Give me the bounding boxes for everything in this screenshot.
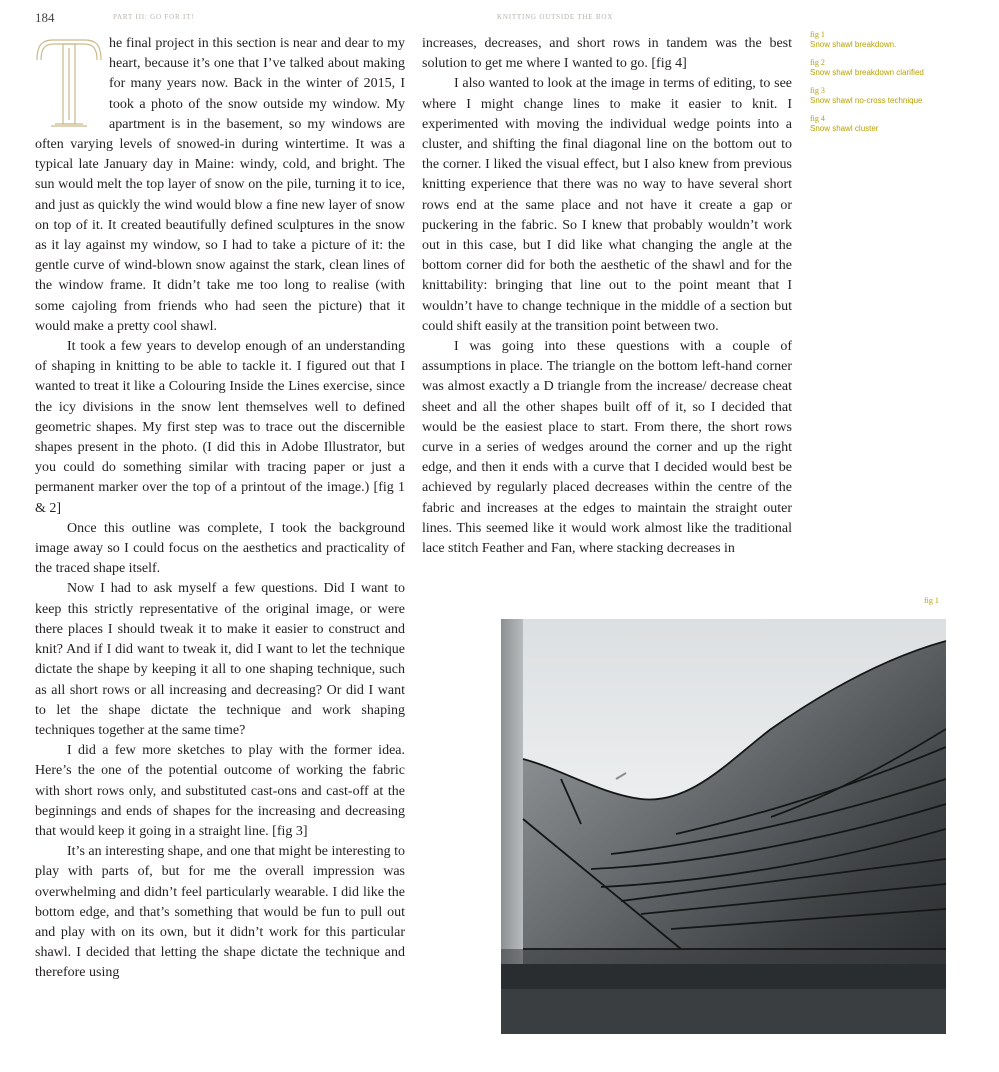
- part-label: PART III: GO FOR IT!: [113, 13, 195, 21]
- drop-cap-text: T: [69, 119, 70, 120]
- figure-caption-text: Snow shawl breakdown.: [810, 40, 897, 49]
- snow-photo-image-icon: [501, 619, 946, 1034]
- figure-caption-list: [810, 30, 990, 142]
- paragraph-8: I also wanted to look at the image in terms of editing, to see where I might change lines to make it easier to knit. I experimented with moving the individual wedge points into a cluster, and shifting the final diagonal line on the bottom out to the corner. I liked the visual effect, but I also knew from previous knitting experience that there was no way to have several short rows end at the same place and not have it create a gap or puckering in the fabric. So I knew that probably wouldn’t work out in this case, but I did like what changing the angle at the bottom corner did for both the aesthetic of the shawl and for the knittability: bringing that line out to the point meant that I wouldn’t have to change technique in the middle of a section but could shift easily at the transition point between two.: [422, 76, 792, 334]
- figure-number: fig 2: [810, 58, 825, 67]
- paragraph-4: Now I had to ask myself a few questions. Did I want to keep this strictly representative of the original image, or were there places I should tweak it to make it easier to construct and knit? And if I did want to tweak it, did I want to let the technique dictate the shape by keeping it all to one shaping technique, such as all short rows or all increasing and decreasing? Or did I want to let the shape dictate the technique and work shaping techniques together at the same time?: [35, 581, 405, 738]
- figure-caption-3: [810, 86, 990, 106]
- figure-number: fig 4: [810, 114, 825, 123]
- figure-caption-4: [810, 114, 990, 134]
- paragraph-1: he final project in this section is near and dear to my heart, because it’s one that I’ve talked about making for many years now. Back in the winter of 2015, I took a photo of the snow outside my window. My apartment is in the basement, so my windows are often varying levels of snowed-in during wintertime. It was a typical late January day in Maine: windy, cold, and bright. The sun would melt the top layer of snow on the pile, turning it to ice, and just as quickly the wind would blow a fine new layer of snow on top of it. It created beautifully defined sculptures in the snow as it lay against my window, so I had to take a picture of it: the gentle curve of wind-blown snow against the stark, clean lines of the window frame. It didn’t take me too long to realise (with some cajoling from friends who had seen the picture) that it would make a pretty cool shawl.: [35, 36, 405, 334]
- running-head: [35, 10, 795, 26]
- paragraph-6: It’s an interesting shape, and one that might be interesting to play with parts of, but for me the overall impression was overwhelming and didn’t feel particularly wearable. I did like the bottom edge, and that’s something that would be fun to pull out and play with on its own, but it didn’t work for this particular shawl. I decided that letting the shape dictate the technique and therefore using: [35, 844, 405, 981]
- figure-caption-text: Snow shawl cluster: [810, 124, 879, 133]
- chapter-label: KNITTING OUTSIDE THE BOX: [497, 13, 614, 21]
- drop-cap: [33, 34, 105, 132]
- paragraph-7: increases, decreases, and short rows in tandem was the best solution to get me where I wanted to go. [fig 4]: [422, 36, 792, 72]
- right-column: [422, 34, 792, 559]
- figure-caption-1: [810, 30, 990, 50]
- drop-cap-letter-icon: [33, 34, 105, 132]
- snow-photo: [501, 619, 946, 1034]
- paragraph-5: I did a few more sketches to play with the former idea. Here’s the one of the potential outcome of working the fabric with short rows only, and substituted cast-ons and cast-off at the beginnings and ends of shapes for the increasing and decreasing that would keep it going in a straight line. [fig 3]: [35, 743, 405, 839]
- figure-number: fig 3: [810, 86, 825, 95]
- paragraph-2: It took a few years to develop enough of an understanding of shaping in knitting to be able to tackle it. I figured out that I wanted to treat it like a Colouring Inside the Lines exercise, since the icy divisions in the snow lent themselves well to defined geometric shapes. My first step was to trace out the discernible shapes present in the photo. (I did this in Adobe Illustrator, but you could do something similar with tracing paper or just a permanent marker over the top of a printout of the image.) [fig 1 & 2]: [35, 339, 405, 516]
- figure-caption-2: [810, 58, 990, 78]
- page-number: 184: [35, 10, 55, 25]
- figure-caption-text: Snow shawl no-cross technique: [810, 96, 923, 105]
- photo-fig-tag: fig 1: [924, 596, 939, 605]
- left-column: [35, 34, 405, 984]
- figure-number: fig 1: [810, 30, 825, 39]
- figure-caption-text: Snow shawl breakdown clarified: [810, 68, 924, 77]
- paragraph-9: I was going into these questions with a couple of assumptions in place. The triangle on the bottom left-hand corner was almost exactly a D triangle from the increase/ decrease cheat sheet and all the other shapes built off of it, so I decided that would be the easiest place to start. From there, the short rows curve in a series of wedges around the corner and up the right edge, and then it ends with a curve that I decided would best be achieved by regularly placed decreases within the centre of the fabric and increases at the edges to maintain the straight outer lines. This seemed like it would work almost like the traditional lace stitch Feather and Fan, where stacking decreases in: [422, 339, 792, 557]
- paragraph-3: Once this outline was complete, I took the background image away so I could focus on the aesthetics and practicality of the traced shape itself.: [35, 520, 405, 577]
